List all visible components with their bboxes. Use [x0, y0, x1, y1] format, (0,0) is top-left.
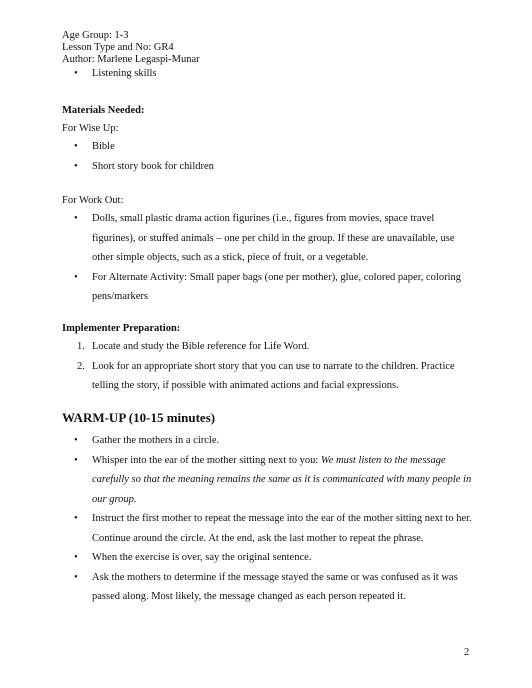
list-item: • Dolls, small plastic drama action figurines (i.e., figures from movies, space travel figurines), or stuffed animals – one per child in the group. If these are unavailable, use other simple objects, such as a stick, piece of fruit, or a vegetable.	[62, 209, 474, 268]
list-item: • Listening skills	[62, 64, 482, 84]
warmup-heading: WARM-UP (10-15 minutes)	[62, 410, 216, 425]
bullet-icon: •	[74, 552, 78, 563]
header-bullet-list	[62, 64, 482, 84]
wise-up-list	[62, 137, 482, 176]
work-out-list	[62, 209, 474, 307]
lesson-type: Lesson Type and No: GR4	[62, 42, 174, 53]
bullet-icon: •	[74, 513, 78, 524]
list-item: • Bible	[62, 137, 482, 157]
list-item: • Short story book for children	[62, 157, 482, 177]
work-out-label: For Work Out:	[62, 195, 124, 206]
list-item: • Whisper into the ear of the mother sitting next to you: We must listen to the message carefully so that the meaning remains the same as it is communicated with many people in our group.	[62, 451, 474, 510]
bullet-icon: •	[74, 68, 78, 79]
author: Author: Marlene Legaspi-Munar	[62, 54, 200, 65]
preparation-heading: Implementer Preparation:	[62, 323, 181, 334]
list-item: • When the exercise is over, say the original sentence.	[62, 548, 474, 568]
list-item: • For Alternate Activity: Small paper bags (one per mother), glue, colored paper, coloring pens/markers	[62, 268, 474, 307]
bullet-icon: •	[74, 271, 78, 283]
list-item: • Instruct the first mother to repeat the message into the ear of the mother sitting next to her. Continue around the circle. At the end, ask the last mother to repeat the phrase.	[62, 509, 474, 548]
bullet-icon: •	[74, 454, 78, 466]
wise-up-label: For Wise Up:	[62, 123, 119, 134]
bullet-icon: •	[74, 213, 78, 224]
bullet-icon: •	[74, 571, 78, 583]
list-item: • Gather the mothers in a circle.	[62, 431, 474, 451]
preparation-list	[62, 337, 474, 396]
bullet-icon: •	[74, 160, 78, 172]
bullet-icon: •	[74, 141, 78, 152]
page-number: 2	[464, 647, 470, 658]
materials-heading: Materials Needed:	[62, 105, 145, 116]
age-group: Age Group: 1-3	[62, 30, 129, 41]
warmup-list	[62, 431, 474, 607]
list-item: 1. Locate and study the Bible reference for Life Word.	[77, 341, 310, 352]
whisper-message: We must listen to the message carefully so that the meaning remains the same as it is communicated with many people in our group.	[92, 454, 472, 505]
list-item: 2. Look for an appropriate short story that you can use to narrate to the children. Practice telling the story, if possible with animated actions and facial expressions.	[77, 360, 455, 391]
list-item: • Ask the mothers to determine if the message stayed the same or was confused as it was passed along. Most likely, the message changed as each person repeated it.	[62, 568, 474, 607]
bullet-icon: •	[74, 435, 78, 446]
